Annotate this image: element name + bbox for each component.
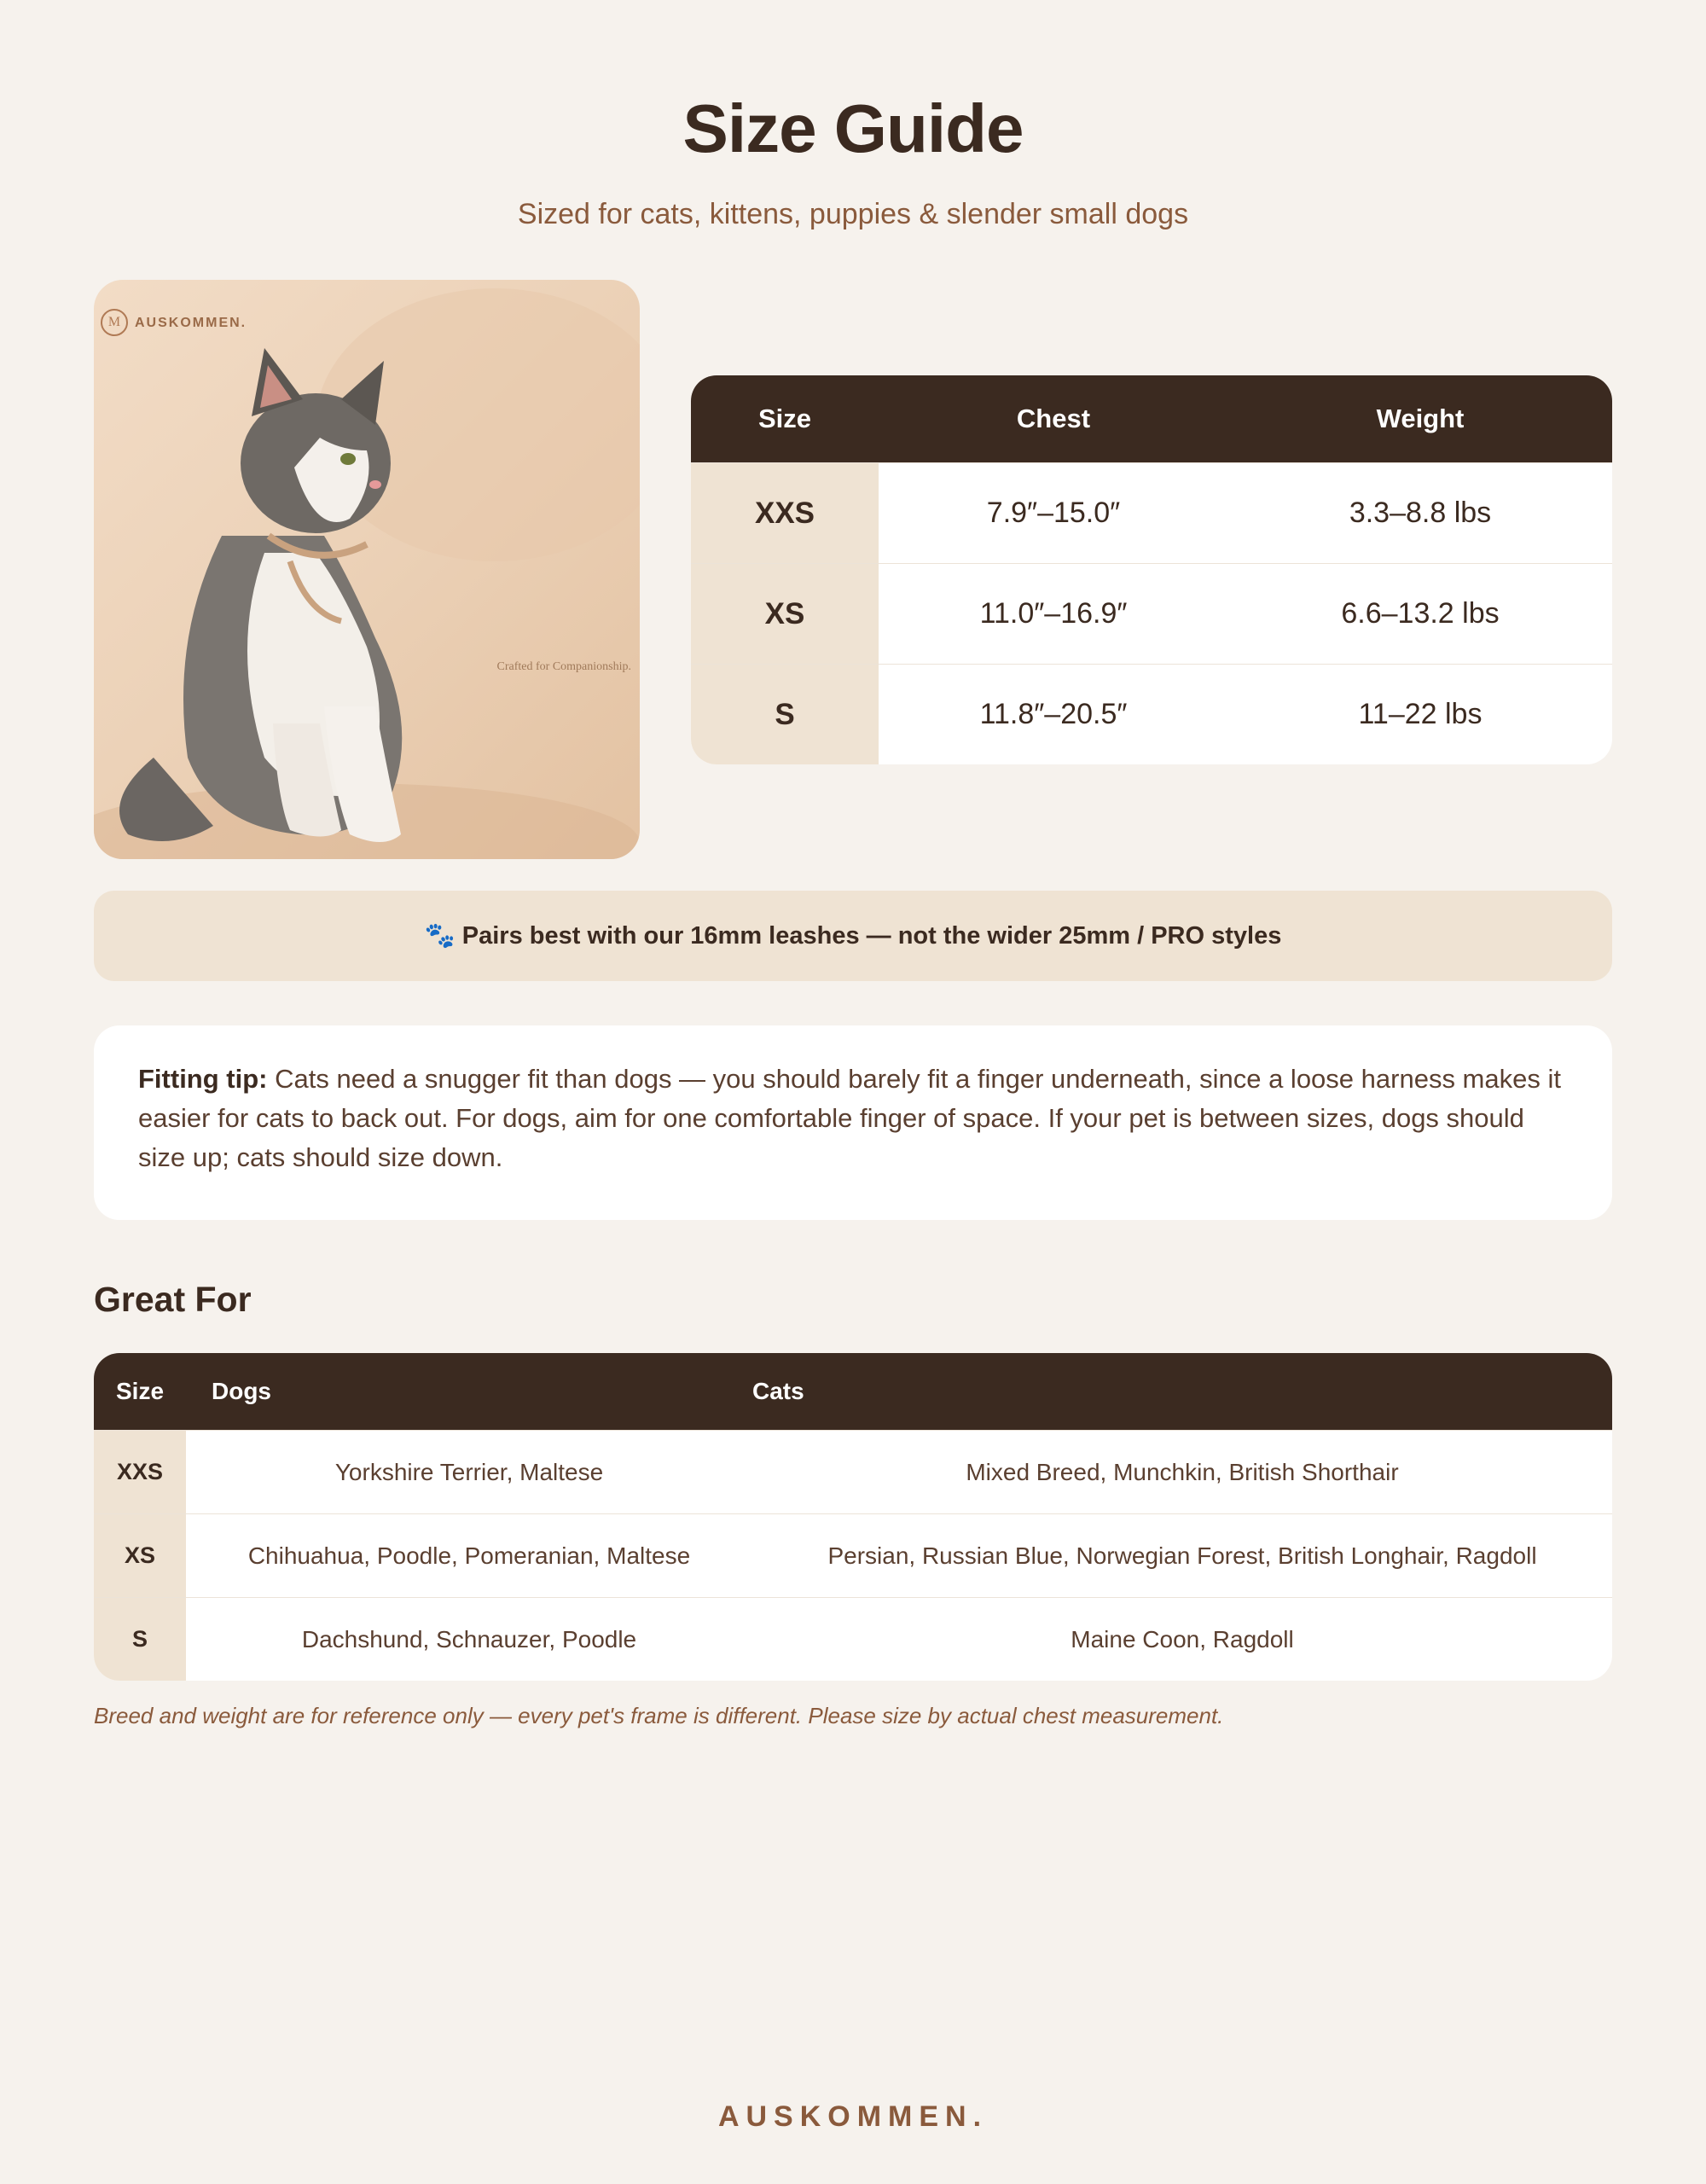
page-subtitle: Sized for cats, kittens, puppies & slender small dogs <box>517 198 1189 230</box>
breed-size-cell: S <box>94 1598 186 1681</box>
table-row <box>94 1430 1612 1513</box>
product-photo <box>94 280 640 859</box>
table-row <box>691 664 1612 764</box>
table-row <box>94 1513 1612 1597</box>
breed-size-cell: XXS <box>94 1431 186 1513</box>
size-cell: XXS <box>691 463 879 563</box>
size-header-chest: Chest <box>1016 404 1091 433</box>
weight-cell: 3.3–8.8 lbs <box>1349 497 1492 529</box>
cat-illustration <box>94 280 640 859</box>
breed-header-cats: Cats <box>752 1378 804 1404</box>
photo-tagline: Crafted for Companionship. <box>496 660 631 673</box>
photo-brand-label: AUSKOMMEN. <box>135 316 247 330</box>
cats-cell: Mixed Breed, Munchkin, British Shorthair <box>966 1458 1399 1485</box>
size-header-size: Size <box>757 404 812 433</box>
fitting-tip-label: Fitting tip: <box>138 1064 268 1094</box>
breed-header-size: Size <box>115 1378 165 1404</box>
footer-brand: AUSKOMMEN. <box>717 2100 989 2133</box>
chest-cell: 11.0″–16.9″ <box>979 597 1128 630</box>
fitting-tip-card <box>94 1025 1612 1220</box>
chest-cell: 7.9″–15.0″ <box>986 497 1121 529</box>
fitting-tip-text: Cats need a snugger fit than dogs — you should barely fit a finger underneath, since a loose harness makes it easier for cats to back out. For dogs, aim for one comfortable finger of space. If your pet is between sizes, dogs should size up; cats should size down. <box>138 1064 1561 1172</box>
table-row <box>691 563 1612 664</box>
breed-table <box>94 1353 1612 1681</box>
table-row <box>691 462 1612 563</box>
table-row <box>94 1597 1612 1681</box>
size-table-header <box>691 375 1612 462</box>
weight-cell: 6.6–13.2 lbs <box>1341 597 1500 630</box>
size-header-weight: Weight <box>1376 404 1465 433</box>
size-cell: XS <box>691 564 879 664</box>
brand-logo-icon: M <box>101 309 128 336</box>
weight-cell: 11–22 lbs <box>1358 698 1483 730</box>
leash-note-text: Pairs best with our 16mm leashes — not the wider 25mm / PRO styles <box>461 921 1282 950</box>
leash-note-banner <box>94 891 1612 981</box>
size-cell: S <box>691 665 879 764</box>
cats-cell: Persian, Russian Blue, Norwegian Forest, British Longhair, Ragdoll <box>827 1542 1537 1569</box>
disclaimer-note: Breed and weight are for reference only — every pet's frame is different. Please size by actual chest measurement. <box>94 1703 1224 1728</box>
breed-header-dogs: Dogs <box>212 1378 271 1404</box>
cats-cell: Maine Coon, Ragdoll <box>1071 1625 1294 1653</box>
page-title: Size Guide <box>682 90 1024 166</box>
dogs-cell: Dachshund, Schnauzer, Poodle <box>301 1625 637 1653</box>
chest-cell: 11.8″–20.5″ <box>979 698 1128 730</box>
dogs-cell: Yorkshire Terrier, Maltese <box>334 1458 604 1485</box>
size-table <box>691 375 1612 764</box>
paw-icon: 🐾 <box>424 922 456 950</box>
dogs-cell: Chihuahua, Poodle, Pomeranian, Maltese <box>247 1542 691 1569</box>
great-for-title: Great For <box>94 1280 252 1319</box>
breed-table-header <box>94 1353 1612 1430</box>
breed-size-cell: XS <box>94 1514 186 1597</box>
